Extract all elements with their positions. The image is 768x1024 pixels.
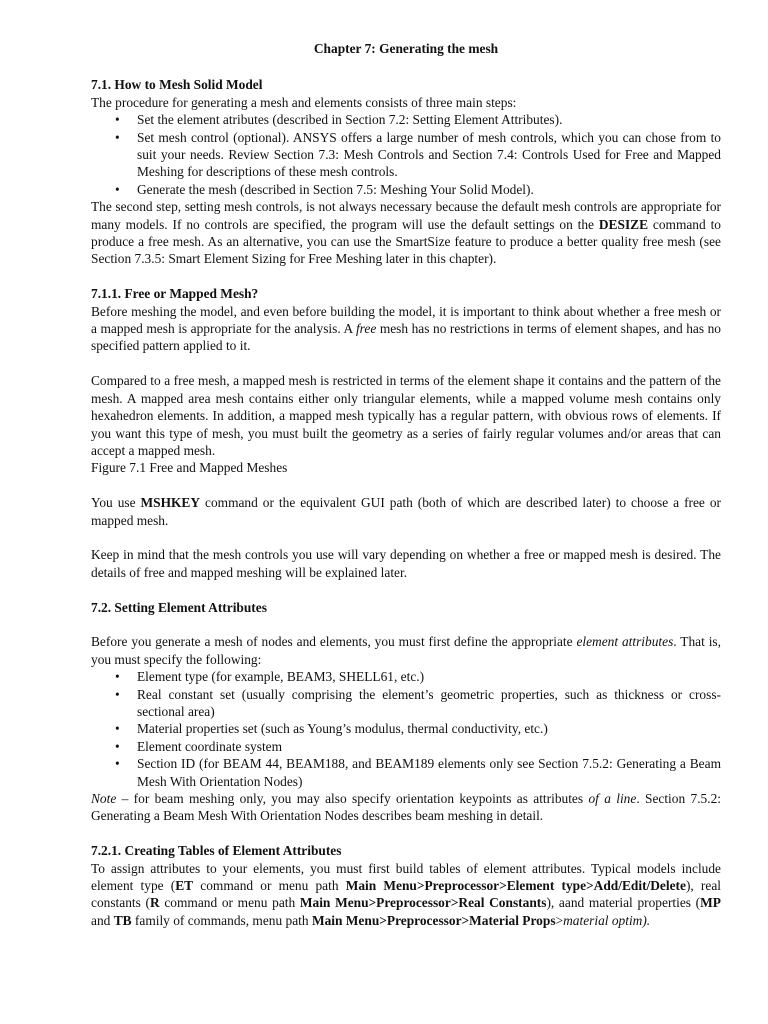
text-run: > — [555, 912, 564, 928]
et-command: ET — [175, 877, 194, 893]
text-run-italic: of a line — [588, 790, 637, 806]
text-run: command or menu path — [159, 895, 300, 911]
list-item: • Real constant set (usually comprising the element’s geometric properties, such as thickness or cross-sectional area) — [91, 686, 721, 721]
text-run: command to produce a free mesh. As an alternative, you can use the SmartSize feature to produce a better quality free mesh (see Section 7.3.5: Smart Element Sizing for Free Meshing later in this chapter). — [91, 216, 721, 267]
section-7-2-intro — [91, 633, 721, 668]
text-run: family of commands, menu path — [131, 912, 312, 928]
material-props-menu-path: Main Menu>Preprocessor>Material Props — [311, 912, 556, 928]
text-run: command or menu path — [193, 877, 346, 893]
text-run: mesh has no restrictions in terms of element shapes, and has no specified pattern applied to it. — [91, 321, 721, 354]
desize-command: DESIZE — [598, 216, 649, 232]
list-item: • Set the element atributes (described in Section 7.2: Setting Element Attributes). — [91, 111, 721, 128]
mapped-mesh-paragraph: Compared to a free mesh, a mapped mesh is restricted in terms of the element shape it contains and the pattern of the mesh. A mapped area mesh contains either only triangular elements, while a mapped volume mesh contains only hexahedron elements. In addition, a mapped mesh typically has a regular pattern, with obvious rows of elements. If you want this type of mesh, you must built the geometry as a series of fairly regular volumes and/or areas that can accept a mapped mesh. — [91, 373, 721, 458]
mesh-controls-paragraph: Keep in mind that the mesh controls you use will vary depending on whether a free or mapped mesh is desired. The details of free and mapped meshing will be explained later. — [91, 547, 721, 580]
list-item: • Element type (for example, BEAM3, SHELL61, etc.) — [91, 668, 721, 685]
list-item: • Section ID (for BEAM 44, BEAM188, and BEAM189 elements only see Section 7.5.2: Generating a Beam Mesh With Orientation Nodes) — [91, 755, 721, 790]
text-run: – for beam meshing only, you may also specify orientation keypoints as attributes — [116, 790, 589, 806]
text-run: . That is, you must specify the following: — [91, 634, 721, 667]
mp-command: MP — [700, 895, 721, 911]
mesh-steps-list — [91, 111, 721, 198]
text-run: and — [91, 912, 114, 928]
text-run-italic: material optim). — [563, 912, 651, 928]
section-7-1-paragraph — [91, 198, 721, 268]
figure-caption: Figure 7.1 Free and Mapped Meshes — [91, 460, 288, 476]
attributes-list — [91, 668, 721, 790]
element-attributes-term: element attributes — [576, 634, 674, 650]
section-7-1-heading: 7.1. How to Mesh Solid Model — [91, 77, 263, 93]
beam-note — [91, 790, 721, 825]
chapter-title: Chapter 7: Generating the mesh — [313, 41, 499, 56]
list-item: • Set mesh control (optional). ANSYS offers a large number of mesh controls, which you can chose from to suit your needs. Review Section 7.3: Mesh Controls and Section 7.4: Controls Used for Free and Mapped Meshing for descriptions of these mesh controls. — [91, 129, 721, 181]
text-run: ), real constants ( — [91, 877, 721, 911]
text-run: You use — [91, 495, 141, 511]
list-item: • Generate the mesh (described in Section 7.5: Meshing Your Solid Model). — [91, 181, 721, 198]
text-run: Before meshing the model, and even before building the model, it is important to think about whether a free mesh or a mapped mesh is appropriate for the analysis. A — [91, 303, 721, 337]
list-item: • Element coordinate system — [91, 738, 721, 755]
attribute-tables-paragraph — [91, 860, 721, 930]
section-7-1-1 — [91, 285, 721, 581]
element-type-menu-path: Main Menu>Preprocessor>Element type>Add/Edit/Delete — [345, 877, 686, 893]
section-7-2 — [91, 599, 721, 825]
free-mesh-paragraph — [91, 303, 721, 355]
tb-command: TB — [113, 912, 132, 928]
list-item: • Material properties set (such as Young’s modulus, thermal conductivity, etc.) — [91, 720, 721, 737]
text-run: command or the equivalent GUI path (both of which are described later) to choose a free or mapped mesh. — [91, 495, 722, 528]
section-7-1-intro: The procedure for generating a mesh and elements consists of three main steps: — [91, 94, 517, 110]
section-7-1 — [91, 76, 721, 267]
text-run: Before you generate a mesh of nodes and elements, you must first define the appropriate — [91, 634, 577, 650]
text-run: To assign attributes to your elements, you must first build tables of element attributes. Typical models include element type ( — [91, 860, 721, 893]
section-7-1-1-heading: 7.1.1. Free or Mapped Mesh? — [91, 286, 259, 302]
mshkey-paragraph — [91, 494, 721, 529]
free-term: free — [355, 321, 377, 337]
real-constants-menu-path: Main Menu>Preprocessor>Real Constants — [299, 895, 547, 911]
r-command: R — [149, 895, 160, 911]
text-run: ), aand material properties ( — [546, 895, 701, 911]
section-7-2-1 — [91, 842, 721, 929]
document-page — [91, 40, 721, 929]
text-run: The second step, setting mesh controls, is not always necessary because the default mesh controls are appropriate for many models. If no controls are specified, the program will use the default settings on the — [91, 199, 721, 232]
text-run: . Section 7.5.2: Generating a Beam Mesh With Orientation Nodes describes beam meshing in detail. — [91, 790, 722, 824]
section-7-2-1-heading: 7.2.1. Creating Tables of Element Attributes — [91, 843, 342, 859]
mshkey-command: MSHKEY — [140, 495, 201, 511]
note-label: Note — [91, 790, 117, 806]
section-7-2-heading: 7.2. Setting Element Attributes — [91, 599, 267, 615]
